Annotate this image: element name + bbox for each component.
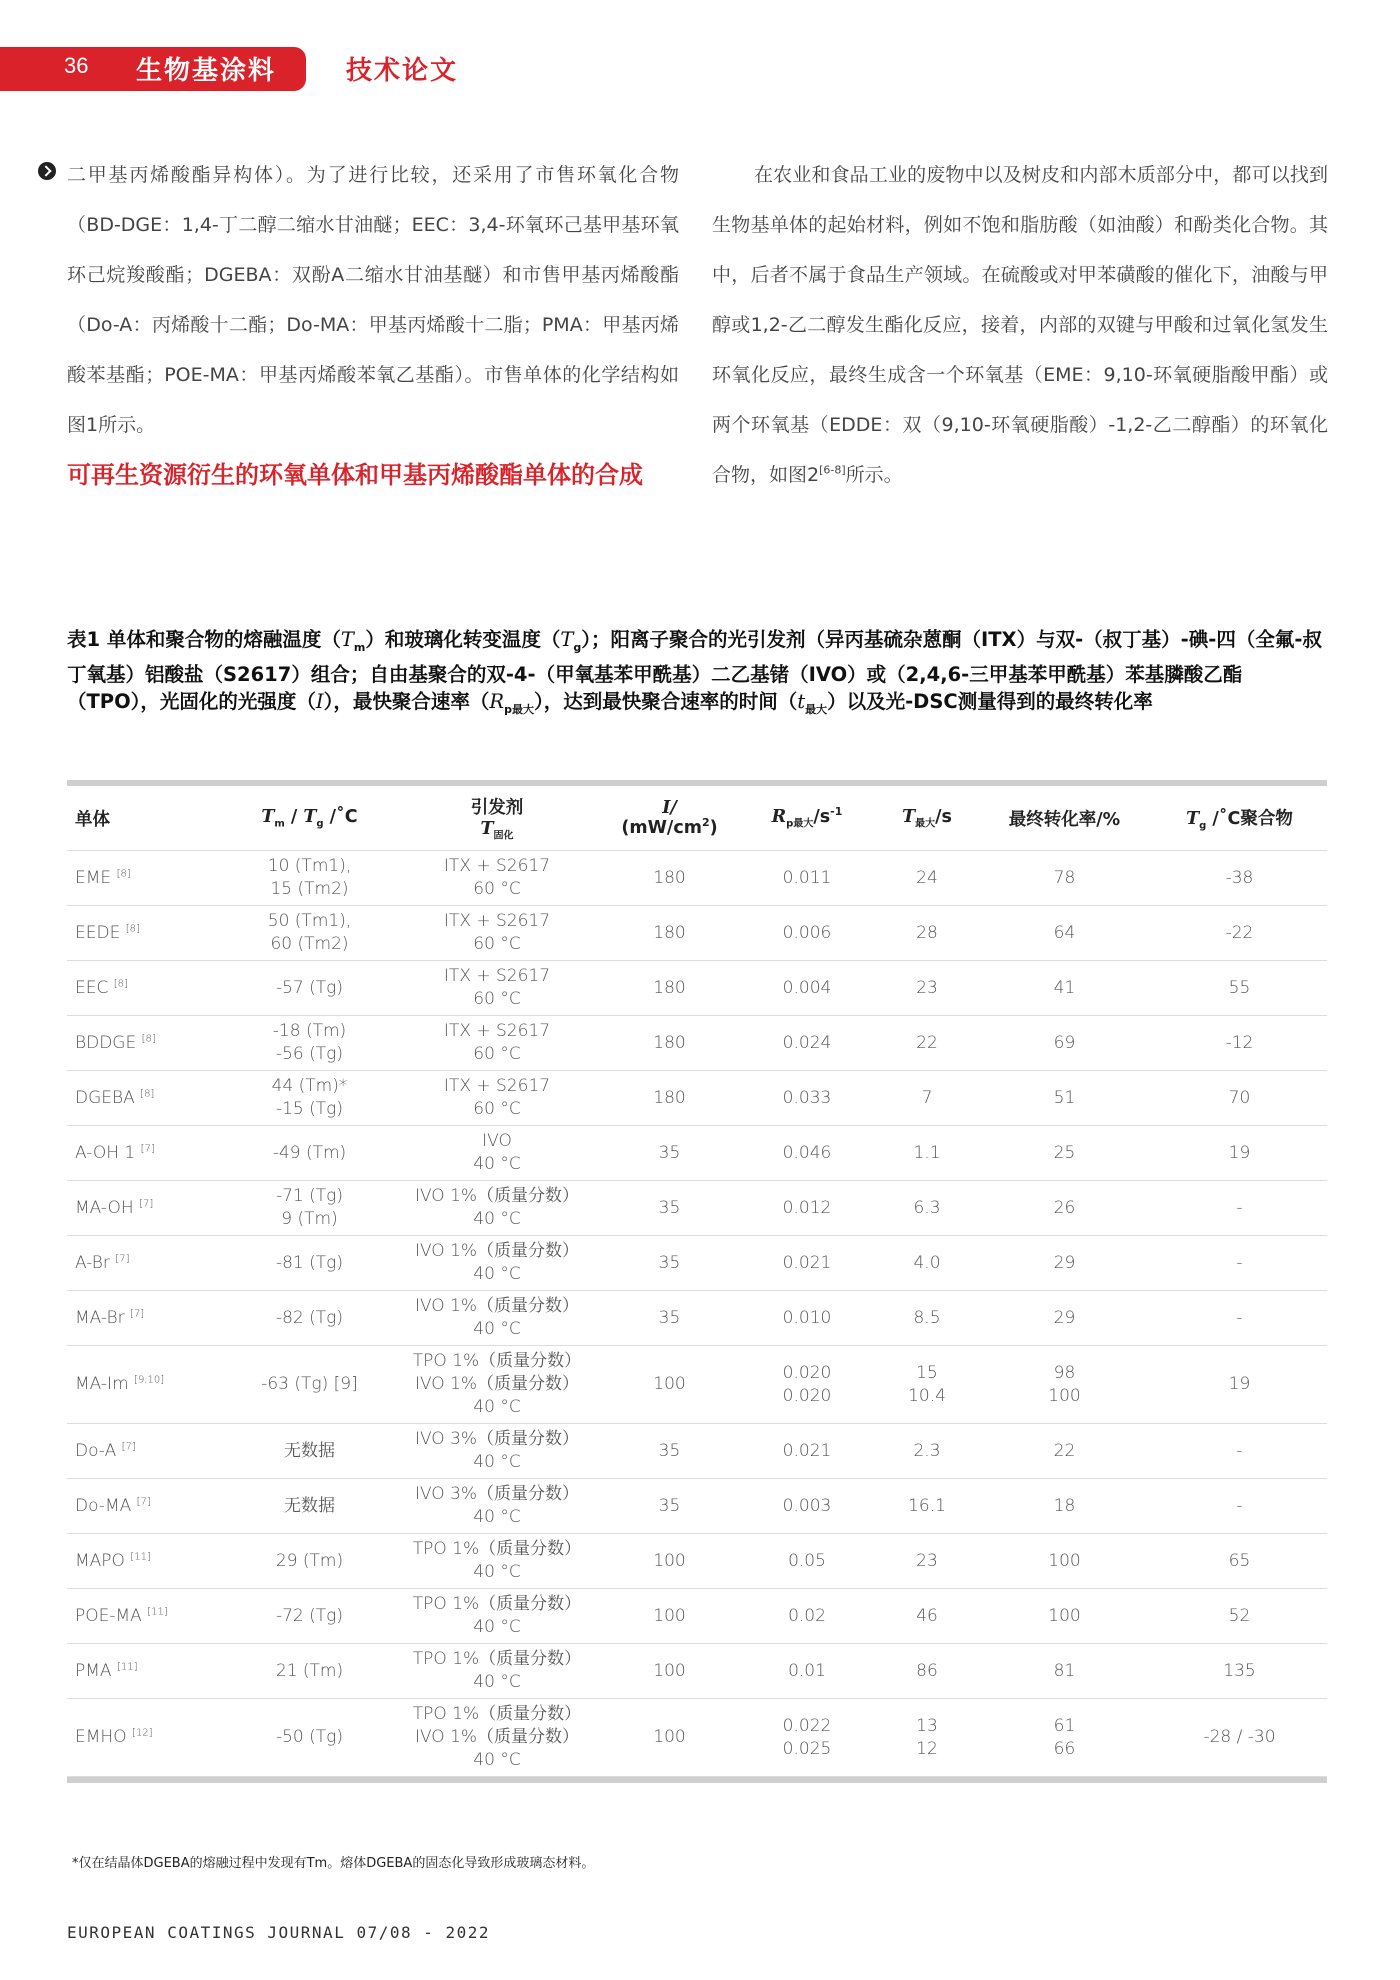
table-row — [67, 1479, 1327, 1534]
cell-line: 29 (Tm) — [275, 1550, 344, 1571]
cell-intensity: 35 — [602, 1424, 737, 1479]
cell-line: -81 (Tg) — [275, 1252, 344, 1273]
cell-line: 23 — [916, 977, 938, 998]
cell-initiator — [392, 1346, 602, 1424]
cell-t-max — [877, 1236, 977, 1291]
cell-line: 29 — [1053, 1307, 1076, 1328]
cell-intensity: 35 — [602, 1479, 737, 1534]
cell-t-max — [877, 1181, 977, 1236]
cell-intensity: 100 — [602, 1644, 737, 1699]
table-row — [67, 1699, 1327, 1777]
table-row — [67, 1424, 1327, 1479]
cell-initiator — [392, 1291, 602, 1346]
cell-rp-max — [737, 851, 877, 906]
cell-line: 0.021 — [782, 1252, 832, 1273]
table-row — [67, 1534, 1327, 1589]
cell-tg-polymer: - — [1152, 1479, 1327, 1534]
cell-line: 86 — [916, 1660, 938, 1681]
cell-line: 24 — [916, 867, 938, 888]
cell-line: 0.020 — [782, 1385, 832, 1406]
cell-line: 22 — [916, 1032, 938, 1053]
cell-line: 15 — [916, 1362, 938, 1383]
cell-line: ITX + S2617 — [443, 1076, 551, 1096]
cell-line: 40 °C — [473, 1397, 521, 1417]
cell-intensity: 180 — [602, 906, 737, 961]
cell-line: TPO 1%（质量分数） — [412, 1539, 582, 1559]
cell-conversion — [977, 1071, 1152, 1126]
cell-line: 13 — [916, 1715, 938, 1736]
cell-line: 0.003 — [782, 1495, 832, 1516]
cell-line: IVO 3%（质量分数） — [414, 1484, 580, 1504]
cell-rp-max — [737, 1291, 877, 1346]
right-column — [712, 150, 1328, 500]
cell-line: 23 — [916, 1550, 938, 1571]
cell-tg-polymer: - — [1152, 1236, 1327, 1291]
cell-line: 60 (Tm2) — [270, 934, 349, 954]
cell-t-max — [877, 1534, 977, 1589]
cell-intensity: 100 — [602, 1589, 737, 1644]
cell-rp-max — [737, 1236, 877, 1291]
cell-line: ITX + S2617 — [443, 911, 551, 931]
cell-line: -72 (Tg) — [275, 1605, 344, 1626]
cell-line: 0.046 — [782, 1142, 832, 1163]
cell-rp-max — [737, 1126, 877, 1181]
cell-tm-tg — [227, 1346, 392, 1424]
table-row — [67, 1644, 1327, 1699]
cell-line: 0.025 — [782, 1738, 832, 1759]
cell-line: IVO 1%（质量分数） — [414, 1296, 580, 1316]
table-row — [67, 906, 1327, 961]
cell-tm-tg — [227, 961, 392, 1016]
cell-initiator — [392, 1424, 602, 1479]
cell-line: 50 (Tm1), — [267, 911, 352, 931]
table-row — [67, 1291, 1327, 1346]
cell-line: -49 (Tm) — [272, 1142, 347, 1163]
cell-t-max — [877, 1479, 977, 1534]
cell-line: 0.05 — [788, 1550, 826, 1571]
header-intensity: I/ $(mW/cm^2)$ — [602, 786, 737, 851]
cell-line: 40 °C — [473, 1507, 521, 1527]
cell-line: 60 °C — [473, 989, 521, 1009]
cell-conversion — [977, 1534, 1152, 1589]
table-row — [67, 1071, 1327, 1126]
cell-line: 0.006 — [782, 922, 832, 943]
cell-intensity: 35 — [602, 1291, 737, 1346]
cell-line: 无数据 — [284, 1440, 335, 1461]
cell-monomer: MAPO [11] — [67, 1534, 227, 1589]
cell-rp-max — [737, 1071, 877, 1126]
section-subheading: 可再生资源衍生的环氧单体和甲基丙烯酸酯单体的合成 — [67, 461, 643, 489]
cell-tm-tg — [227, 1181, 392, 1236]
cell-initiator — [392, 1181, 602, 1236]
cell-initiator — [392, 1644, 602, 1699]
cell-rp-max — [737, 1644, 877, 1699]
table-row — [67, 1346, 1327, 1424]
table-caption: 表1 单体和聚合物的熔融温度$(T_m)$和玻璃化转变温度$(T_g)$；阳离子聚合的光引发剂（异丙基硫杂蒽酮（ITX）与双-（叔丁基）-碘-四（全氟-叔丁氧基）铝酸盐（S2617）组合；自由基聚合的双-4-（甲氧基苯甲酰基）二乙基锗（IVO）或（2,4,6-三甲基苯甲酰基）苯基膦酸乙酯（TPO），光固化的光强度（I），最快聚合速率$(R_{p最大})$，达到最快聚合速率的时间$(t_{最大})$以及光-DSC测量得到的最终转化率 — [67, 628, 1322, 716]
cell-line: 28 — [916, 922, 938, 943]
left-paragraph: 二甲基丙烯酸酯异构体）。为了进行比较，还采用了市售环氧化合物（BD-DGE：1,4-丁二醇二缩水甘油醚；EEC：3,4-环氧环己基甲基环氧环己烷羧酸酯；DGEBA：双酚A二缩水甘油基醚）和市售甲基丙烯酸酯（Do-A：丙烯酸十二酯；Do-MA：甲基丙烯酸十二脂；PMA：甲基丙烯酸苯基酯；POE-MA：甲基丙烯酸苯氧乙基酯）。市售单体的化学结构如图1所示。 — [67, 164, 679, 436]
cell-line: 8.5 — [913, 1307, 941, 1328]
cell-line: 0.012 — [782, 1197, 832, 1218]
cell-monomer: POE-MA [11] — [67, 1589, 227, 1644]
cell-tm-tg — [227, 1534, 392, 1589]
cell-t-max — [877, 1291, 977, 1346]
cell-monomer: A-OH 1 [7] — [67, 1126, 227, 1181]
cell-rp-max — [737, 1016, 877, 1071]
table-header-row — [67, 786, 1327, 851]
cell-line: 40 °C — [473, 1562, 521, 1582]
cell-line: 69 — [1053, 1032, 1076, 1053]
cell-rp-max — [737, 1181, 877, 1236]
cell-monomer: MA-OH [7] — [67, 1181, 227, 1236]
cell-line: TPO 1%（质量分数） — [412, 1594, 582, 1614]
citation-ref: [6-8] — [819, 463, 846, 477]
header-rp-max: $R_{p最大}/s^{-1}$ — [737, 786, 877, 851]
cell-t-max — [877, 1424, 977, 1479]
cell-tm-tg — [227, 1644, 392, 1699]
cell-monomer: EEC [8] — [67, 961, 227, 1016]
cell-line: 40 °C — [473, 1617, 521, 1637]
cell-line: 98 — [1053, 1362, 1076, 1383]
cell-rp-max — [737, 1534, 877, 1589]
header-monomer: 单体 — [67, 786, 227, 851]
cell-tm-tg — [227, 1016, 392, 1071]
cell-initiator — [392, 1016, 602, 1071]
cell-line: 0.020 — [782, 1362, 832, 1383]
cell-line: 0.024 — [782, 1032, 832, 1053]
table-bottom-rule — [67, 1777, 1327, 1783]
cell-intensity: 100 — [602, 1699, 737, 1777]
cell-intensity: 180 — [602, 851, 737, 906]
cell-line: 0.02 — [788, 1605, 826, 1626]
cell-monomer: EME [8] — [67, 851, 227, 906]
cell-line: 22 — [1053, 1440, 1076, 1461]
cell-line: TPO 1%（质量分数） — [412, 1704, 582, 1724]
right-paragraph: 在农业和食品工业的废物中以及树皮和内部木质部分中，都可以找到生物基单体的起始材料，例如不饱和脂肪酸（如油酸）和酚类化合物。其中，后者不属于食品生产领域。在硫酸或对甲苯磺酸的催化下，油酸与甲醇或1,2-乙二醇发生酯化反应，接着，内部的双键与甲酸和过氧化氢发生环氧化反应，最终生成含一个环氧基（EME：9,10-环氧硬脂酸甲酯）或两个环氧基（EDDE：双（9,10-环氧硬脂酸）-1,2-乙二醇酯）的环氧化合物，如图2[6-8]所示。 — [712, 164, 1328, 486]
cell-line: -18 (Tm) — [272, 1021, 347, 1041]
cell-tm-tg — [227, 1479, 392, 1534]
cell-line: ITX + S2617 — [443, 1021, 551, 1041]
cell-line: 40 °C — [473, 1264, 521, 1284]
cell-intensity: 35 — [602, 1181, 737, 1236]
cell-tm-tg — [227, 1236, 392, 1291]
cell-conversion — [977, 1346, 1152, 1424]
cell-line: 40 °C — [473, 1750, 521, 1770]
cell-conversion — [977, 1479, 1152, 1534]
cell-line: 0.021 — [782, 1440, 832, 1461]
cell-line: 60 °C — [473, 1044, 521, 1064]
cell-monomer: EEDE [8] — [67, 906, 227, 961]
journal-footer: EUROPEAN COATINGS JOURNAL 07/08 - 2022 — [67, 1923, 491, 1942]
cell-intensity: 180 — [602, 961, 737, 1016]
cell-line: 12 — [916, 1738, 938, 1759]
cell-tm-tg — [227, 1424, 392, 1479]
cell-tm-tg — [227, 1699, 392, 1777]
cell-line: 7 — [921, 1087, 933, 1108]
cell-line: ITX + S2617 — [443, 856, 551, 876]
cell-line: 40 °C — [473, 1154, 521, 1174]
cell-tm-tg — [227, 1071, 392, 1126]
cell-line: 60 °C — [473, 879, 521, 899]
cell-t-max — [877, 961, 977, 1016]
cell-tg-polymer: - — [1152, 1291, 1327, 1346]
cell-t-max — [877, 1699, 977, 1777]
cell-line: 40 °C — [473, 1319, 521, 1339]
cell-line: -15 (Tg) — [275, 1099, 344, 1119]
cell-line: 0.004 — [782, 977, 832, 998]
cell-rp-max — [737, 961, 877, 1016]
cell-initiator — [392, 961, 602, 1016]
data-table — [67, 780, 1327, 1783]
cell-line: TPO 1%（质量分数） — [412, 1351, 582, 1371]
cell-conversion — [977, 906, 1152, 961]
header-initiator: 引发剂 $T_{固化}$ — [392, 786, 602, 851]
cell-initiator — [392, 1236, 602, 1291]
cell-tg-polymer: - — [1152, 1181, 1327, 1236]
cell-initiator — [392, 1126, 602, 1181]
cell-conversion — [977, 1644, 1152, 1699]
cell-conversion — [977, 961, 1152, 1016]
cell-monomer: DGEBA [8] — [67, 1071, 227, 1126]
cell-line: 64 — [1053, 922, 1076, 943]
cell-line: 26 — [1053, 1197, 1076, 1218]
table-row — [67, 961, 1327, 1016]
cell-line: 40 °C — [473, 1672, 521, 1692]
cell-line: 2.3 — [913, 1440, 941, 1461]
cell-line: 100 — [1048, 1385, 1081, 1406]
cell-line: 0.01 — [788, 1660, 826, 1681]
cell-line: 0.022 — [782, 1715, 832, 1736]
cell-line: -63 (Tg) [9] — [261, 1374, 358, 1394]
cell-line: 16.1 — [908, 1495, 946, 1516]
header-t-max: $T_{最大}/s$ — [877, 786, 977, 851]
left-column — [67, 150, 679, 500]
cell-line: 6.3 — [913, 1197, 941, 1218]
cell-line: 40 °C — [473, 1209, 521, 1229]
cell-tg-polymer: - — [1152, 1424, 1327, 1479]
cell-tg-polymer: 65 — [1152, 1534, 1327, 1589]
cell-monomer: A-Br [7] — [67, 1236, 227, 1291]
cell-line: 100 — [1048, 1605, 1081, 1626]
cell-rp-max — [737, 1346, 877, 1424]
cell-line: -56 (Tg) — [275, 1044, 344, 1064]
cell-line: IVO 1%（质量分数） — [414, 1374, 580, 1394]
cell-line: 61 — [1053, 1715, 1076, 1736]
cell-line: -71 (Tg) — [275, 1186, 344, 1206]
table-footnote: *仅在结晶体DGEBA的熔融过程中发现有Tm。熔体DGEBA的固态化导致形成玻璃态材料。 — [72, 1856, 595, 1871]
cell-line: TPO 1%（质量分数） — [412, 1649, 582, 1669]
cell-rp-max — [737, 1479, 877, 1534]
cell-tg-polymer: 19 — [1152, 1126, 1327, 1181]
table-row — [67, 1126, 1327, 1181]
cell-tg-polymer: 70 — [1152, 1071, 1327, 1126]
cell-line: 44 (Tm)* — [271, 1076, 348, 1096]
cell-line: 78 — [1053, 867, 1076, 888]
cell-conversion — [977, 1016, 1152, 1071]
cell-line: 46 — [916, 1605, 938, 1626]
cell-tm-tg — [227, 906, 392, 961]
cell-line: IVO 1%（质量分数） — [414, 1727, 580, 1747]
cell-monomer: Do-MA [7] — [67, 1479, 227, 1534]
cell-line: IVO 1%（质量分数） — [414, 1241, 580, 1261]
cell-line: 51 — [1053, 1087, 1076, 1108]
table-row — [67, 1589, 1327, 1644]
cell-rp-max — [737, 1699, 877, 1777]
table-row — [67, 1181, 1327, 1236]
cell-line: 41 — [1053, 977, 1076, 998]
cell-line: 无数据 — [284, 1495, 335, 1516]
cell-tm-tg — [227, 1291, 392, 1346]
cell-tm-tg — [227, 1126, 392, 1181]
cell-line: 21 (Tm) — [275, 1660, 344, 1681]
cell-line: -57 (Tg) — [275, 977, 344, 998]
header-final-conversion: 最终转化率/% — [977, 786, 1152, 851]
cell-conversion — [977, 1181, 1152, 1236]
cell-conversion — [977, 1126, 1152, 1181]
cell-line: 10.4 — [908, 1385, 946, 1406]
cell-monomer: Do-A [7] — [67, 1424, 227, 1479]
cell-monomer: BDDGE [8] — [67, 1016, 227, 1071]
cell-rp-max — [737, 906, 877, 961]
cell-tg-polymer: 135 — [1152, 1644, 1327, 1699]
cell-tg-polymer: 19 — [1152, 1346, 1327, 1424]
cell-initiator — [392, 906, 602, 961]
cell-conversion — [977, 1424, 1152, 1479]
table-row — [67, 851, 1327, 906]
cell-line: 4.0 — [913, 1252, 941, 1273]
cell-t-max — [877, 851, 977, 906]
cell-line: IVO 1%（质量分数） — [414, 1186, 580, 1206]
cell-monomer: MA-Im [9,10] — [67, 1346, 227, 1424]
cell-line: 66 — [1053, 1738, 1076, 1759]
cell-line: IVO — [482, 1131, 512, 1151]
cell-rp-max — [737, 1424, 877, 1479]
cell-intensity: 100 — [602, 1534, 737, 1589]
cell-intensity: 35 — [602, 1236, 737, 1291]
cell-t-max — [877, 1016, 977, 1071]
cell-line: 25 — [1053, 1142, 1076, 1163]
cell-tg-polymer: 52 — [1152, 1589, 1327, 1644]
cell-line: 0.010 — [782, 1307, 832, 1328]
cell-line: -50 (Tg) — [275, 1727, 344, 1747]
cell-line: 100 — [1048, 1550, 1081, 1571]
cell-tm-tg — [227, 1589, 392, 1644]
cell-monomer: PMA [11] — [67, 1644, 227, 1699]
cell-line: -82 (Tg) — [275, 1307, 344, 1328]
cell-line: IVO 3%（质量分数） — [414, 1429, 580, 1449]
cell-initiator — [392, 1479, 602, 1534]
continue-arrow-icon — [38, 162, 56, 180]
header-tg-polymer: $T_g$ /˚C聚合物 — [1152, 786, 1327, 851]
cell-line: 15 (Tm2) — [270, 879, 349, 899]
cell-tg-polymer: -22 — [1152, 906, 1327, 961]
cell-conversion — [977, 1589, 1152, 1644]
cell-intensity: 35 — [602, 1126, 737, 1181]
cell-line: 1.1 — [913, 1142, 941, 1163]
cell-initiator — [392, 1534, 602, 1589]
table-row — [67, 1236, 1327, 1291]
cell-line: 0.011 — [782, 867, 832, 888]
cell-t-max — [877, 906, 977, 961]
cell-intensity: 180 — [602, 1071, 737, 1126]
page-number: 36 — [64, 53, 89, 78]
cell-line: 18 — [1053, 1495, 1076, 1516]
cell-initiator — [392, 1589, 602, 1644]
cell-t-max — [877, 1589, 977, 1644]
table-row — [67, 1016, 1327, 1071]
cell-conversion — [977, 851, 1152, 906]
cell-tg-polymer: -28 / -30 — [1152, 1699, 1327, 1777]
article-type-label: 技术论文 — [346, 56, 459, 86]
cell-monomer: MA-Br [7] — [67, 1291, 227, 1346]
header-tm-tg: $T_m / T_g$ /˚C — [227, 786, 392, 851]
journal-section-title: 生物基涂料 — [136, 56, 277, 86]
cell-t-max — [877, 1346, 977, 1424]
cell-rp-max — [737, 1589, 877, 1644]
cell-line: 60 °C — [473, 934, 521, 954]
cell-tm-tg — [227, 851, 392, 906]
cell-tg-polymer: -38 — [1152, 851, 1327, 906]
cell-conversion — [977, 1699, 1152, 1777]
cell-conversion — [977, 1236, 1152, 1291]
cell-t-max — [877, 1126, 977, 1181]
cell-line: 40 °C — [473, 1452, 521, 1472]
cell-tg-polymer: 55 — [1152, 961, 1327, 1016]
cell-intensity: 100 — [602, 1346, 737, 1424]
cell-tg-polymer: -12 — [1152, 1016, 1327, 1071]
cell-t-max — [877, 1071, 977, 1126]
cell-t-max — [877, 1644, 977, 1699]
cell-line: 0.033 — [782, 1087, 832, 1108]
cell-line: 9 (Tm) — [281, 1209, 338, 1229]
cell-line: 10 (Tm1), — [267, 856, 352, 876]
cell-line: ITX + S2617 — [443, 966, 551, 986]
cell-initiator — [392, 851, 602, 906]
cell-initiator — [392, 1699, 602, 1777]
cell-line: 81 — [1053, 1660, 1076, 1681]
cell-monomer: EMHO [12] — [67, 1699, 227, 1777]
cell-line: 29 — [1053, 1252, 1076, 1273]
cell-intensity: 180 — [602, 1016, 737, 1071]
cell-line: 60 °C — [473, 1099, 521, 1119]
cell-initiator — [392, 1071, 602, 1126]
cell-conversion — [977, 1291, 1152, 1346]
